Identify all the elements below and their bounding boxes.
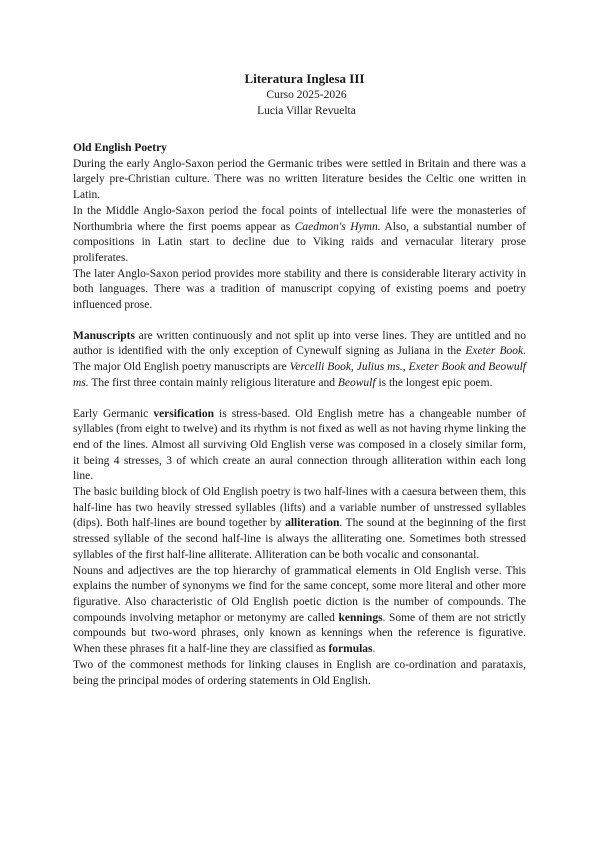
- course-year: Curso 2025-2026: [266, 89, 347, 101]
- author-name: Lucia Villar Revuelta: [257, 105, 356, 117]
- paragraph-kennings: Nouns and adjectives are the top hierarchy of grammatical elements in Old English verse. This explains the number of synonyms we find for the same concept, some more literal and other more figurative. Also characteristic of Old English poetic diction is the number of compounds. The compounds involving metaphor or metonymy are called kennings. Some of them are not strictly compounds but two-word phrases, only known as kennings when the reference is figurative. When these phrases fit a half-line they are classified as formulas.: [73, 564, 526, 656]
- paragraph-later-period: The later Anglo-Saxon period provides more stability and there is considerable literary activity in both languages. There was a tradition of manuscript copying of existing poems and poetry influenced prose.: [73, 267, 526, 312]
- paragraph-middle-period: In the Middle Anglo-Saxon period the focal points of intellectual life were the monasteries of Northumbria where the first poems appear as Caedmon's Hymn. Also, a substantial number of compositions in Latin start to decline due to Viking raids and vernacular literary prose proliferates.: [73, 204, 526, 264]
- paragraph-parataxis: Two of the commonest methods for linking clauses in English are co-ordination and parataxis, being the principal modes of ordering statements in Old English.: [73, 658, 526, 687]
- paragraph-half-lines: The basic building block of Old English poetry is two half-lines with a caesura between them, this half-line has two heavily stressed syllables (lifts) and a variable number of unstressed syllables (dips). Both half-lines are bound together by alliteration. The sound at the beginning of the first stressed syllable of the second half-line is always the alliterating one. Sometimes both stressed syllables of the first half-line alliterate. Alliteration can be both vocalic and consonantal.: [73, 486, 526, 561]
- document-body: [73, 70, 526, 689]
- paragraph-manuscripts: Manuscripts are written continuously and not split up into verse lines. They are untitled and no author is identified with the only exception of Cynewulf signing as Juliana in the Exeter Book. The major Old English poetry manuscripts are Vercelli Book, Julius ms., Exeter Book and Beowulf ms. The first three contain mainly religious literature and Beowulf is the longest epic poem.: [73, 329, 526, 389]
- document-title: Literatura Inglesa III: [244, 71, 365, 86]
- section-heading: Old English Poetry: [73, 142, 167, 154]
- paragraph-versification: Early Germanic versification is stress-based. Old English metre has a changeable number of syllables (from eight to twelve) and its rhythm is not fixed as well as not having rhyme linking the end of the lines. Almost all surviving Old English verse was composed in a closely similar form, it being 4 stresses, 3 of which create an aural connection through alliteration within each long line.: [73, 407, 526, 483]
- document-header: [73, 70, 526, 119]
- paragraph-early-period: During the early Anglo-Saxon period the Germanic tribes were settled in Britain and there was a largely pre-Christian culture. There was no written literature besides the Celtic one written in Latin.: [73, 157, 526, 202]
